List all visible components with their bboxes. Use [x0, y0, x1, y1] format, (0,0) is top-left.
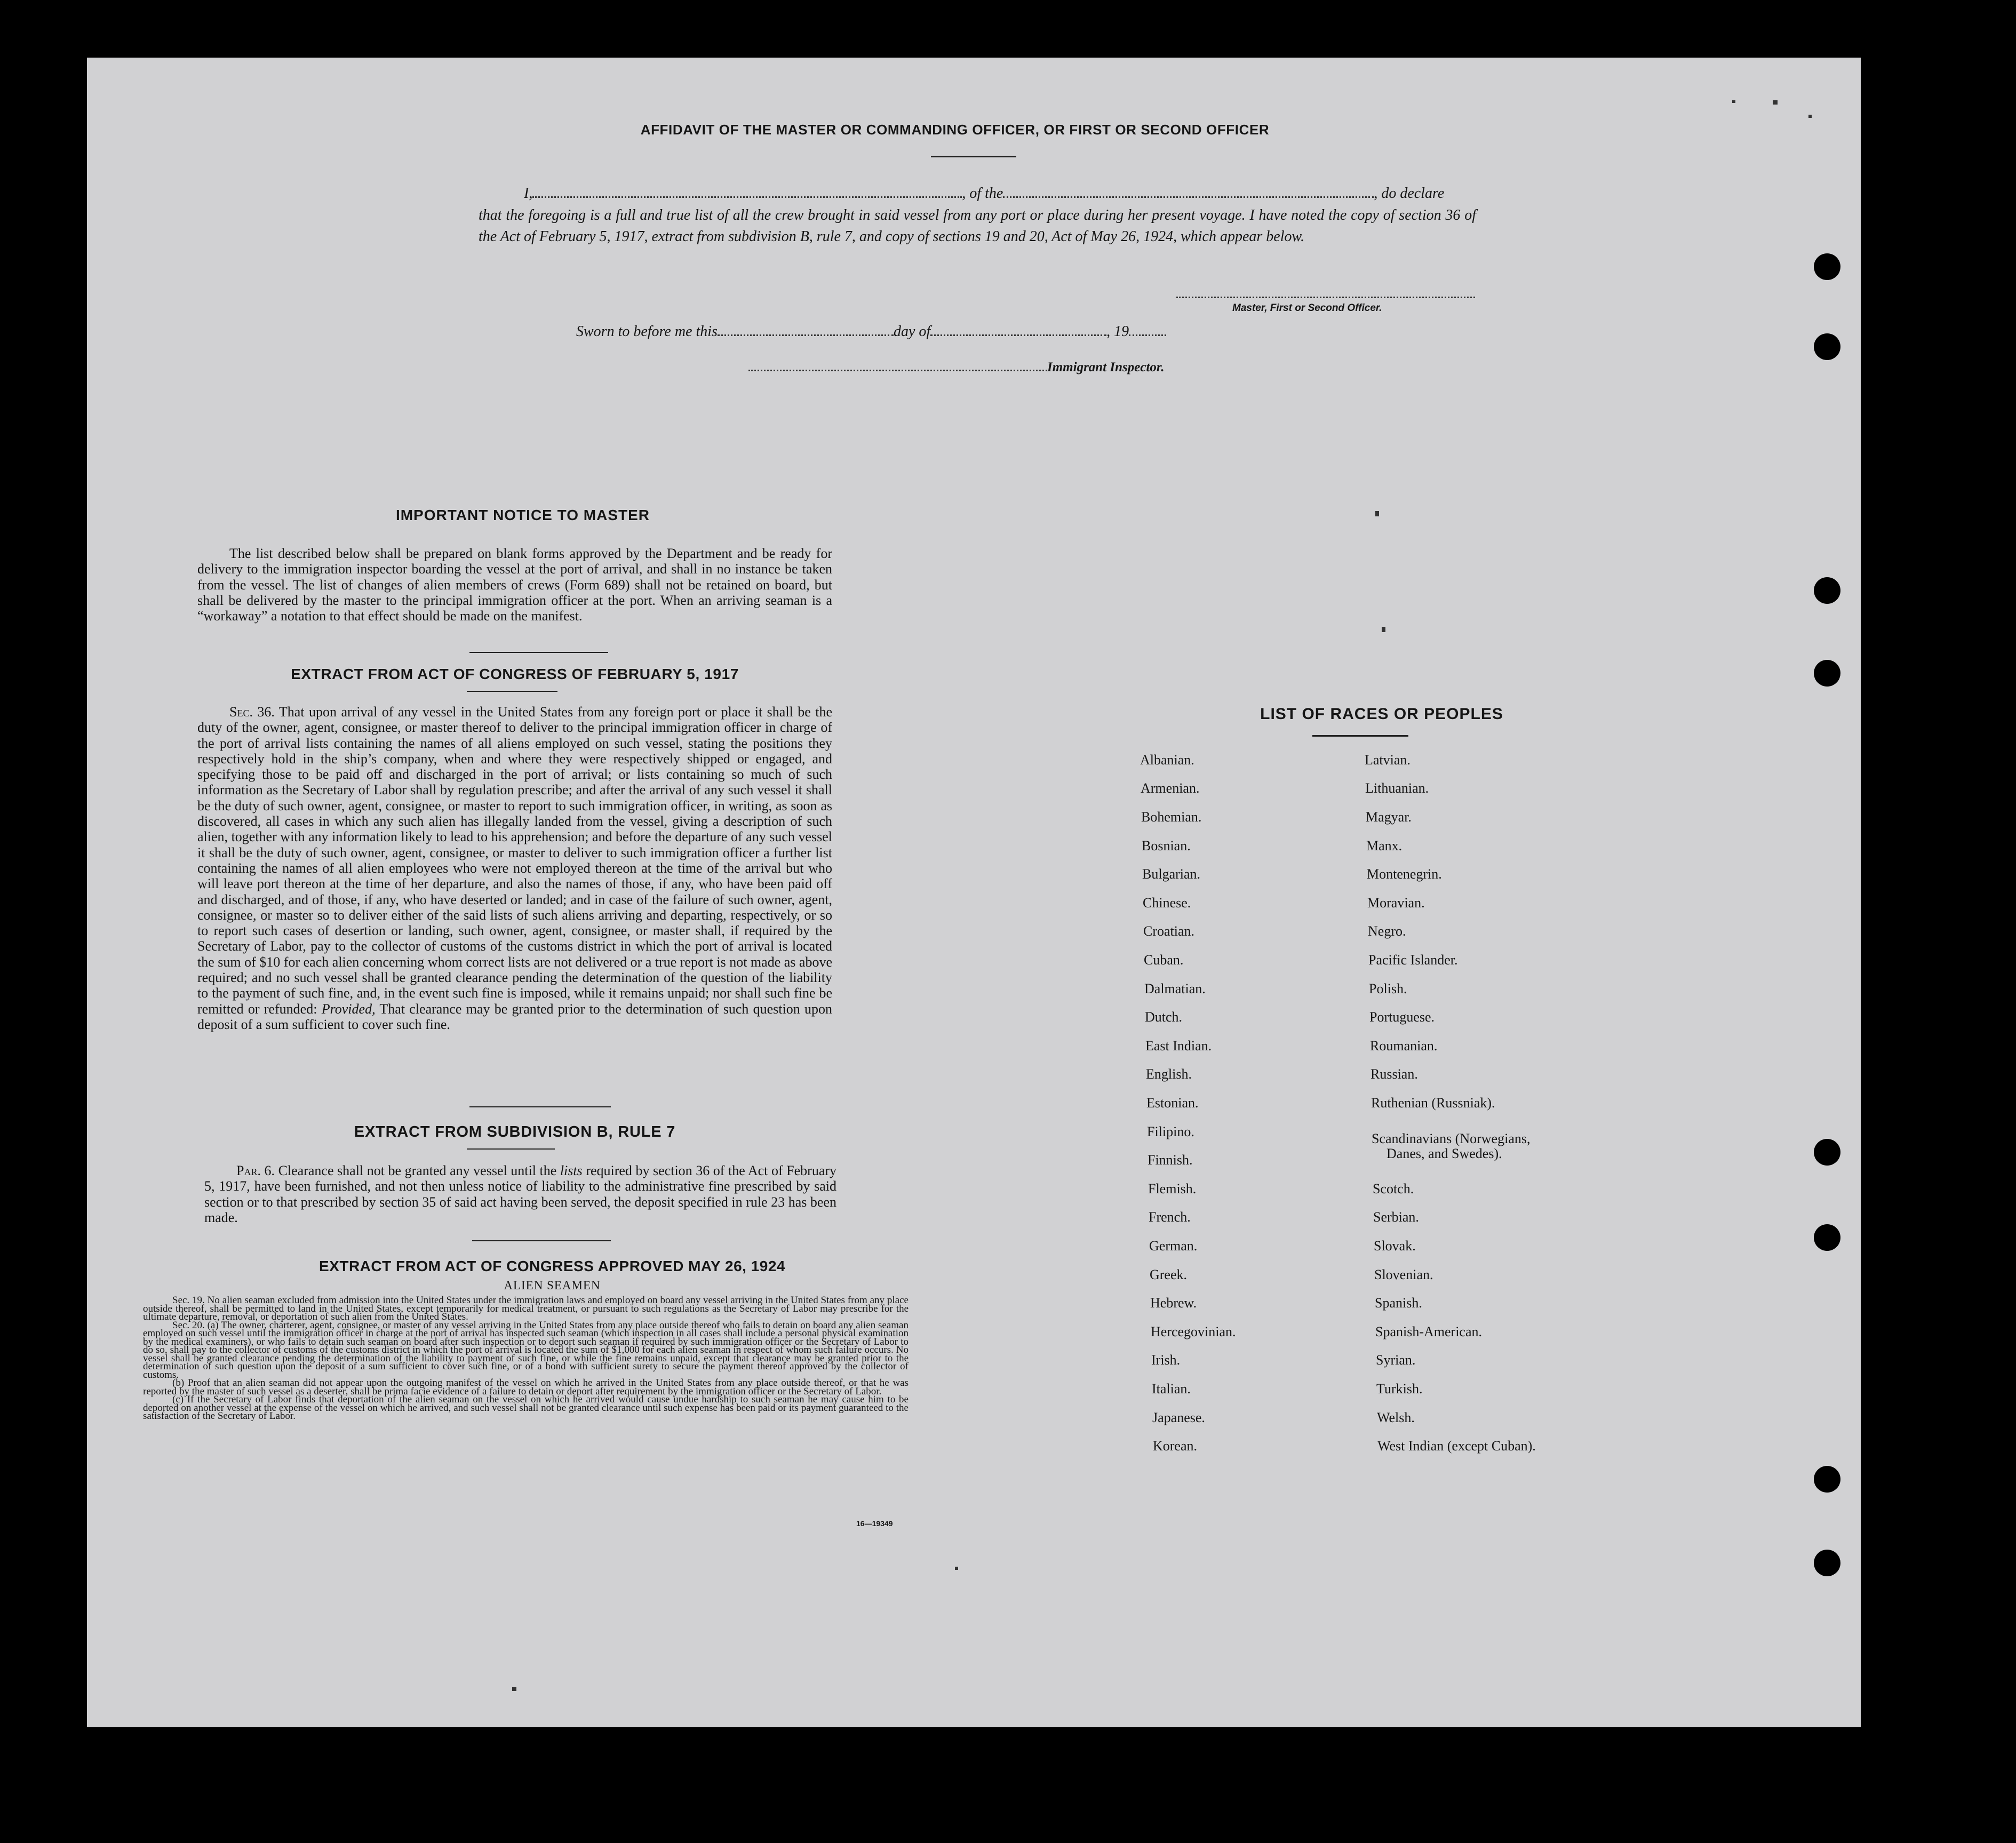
section-36-tail: That clearance may be granted prior to the determination of such question upon deposit of a sum sufficient to cover such fine.: [197, 1001, 833, 1032]
divider: [931, 156, 1016, 157]
punch-hole: [1814, 660, 1840, 687]
section-20c-paragraph: (c) If the Secretary of Labor finds that deportation of the alien seaman on the vessel on which he arrived would cause undue hardship to such seaman he may cause him to be deported on another vessel at the expense of the vessel on which he arrived, and such vessel shall not be granted clearance until such expense has been paid or its payment guaranteed to the satisfaction of the Secretary of Labor.: [143, 1394, 909, 1422]
vessel-blank[interactable]: [1003, 187, 1374, 198]
race-right: Russian.: [1370, 1066, 1418, 1082]
speck: [955, 1567, 958, 1570]
par-6-label: Par. 6.: [236, 1163, 275, 1178]
race-left: Japanese.: [1152, 1410, 1205, 1425]
race-left: French.: [1149, 1209, 1191, 1225]
master-signature-label: Master, First or Second Officer.: [1232, 302, 1382, 314]
race-right: Slovenian.: [1374, 1267, 1433, 1282]
race-left: Cuban.: [1144, 952, 1184, 968]
punch-hole: [1814, 1466, 1840, 1493]
affidavit-text: that the foregoing is a full and true list of all the crew brought in said vessel from any port or place during her present voyage. I have noted the copy of section 36 of the Act of February 5, 1917, extract from subdivision B, rule 7, and copy of sections 19 and 20, Act of May 26, 1924, which appear below.: [479, 207, 1476, 245]
race-left: Albanian.: [1140, 752, 1194, 768]
race-left: Dalmatian.: [1144, 981, 1206, 996]
subdivision-title: EXTRACT FROM SUBDIVISION B, RULE 7: [354, 1123, 676, 1140]
subdivision-text: [204, 1163, 836, 1225]
race-left: Armenian.: [1141, 780, 1200, 796]
extract-1917-text: [197, 704, 832, 1032]
race-left: Korean.: [1153, 1438, 1198, 1454]
race-right: Pacific Islander.: [1368, 952, 1458, 968]
race-right: Lithuanian.: [1365, 780, 1429, 796]
race-right: Roumanian.: [1370, 1038, 1438, 1054]
race-left: Bosnian.: [1142, 838, 1191, 853]
divider: [472, 1240, 611, 1241]
extract-1924-title: EXTRACT FROM ACT OF CONGRESS APPROVED MAY 26, 1924: [319, 1258, 785, 1274]
divider: [1312, 735, 1408, 737]
punch-hole: [1814, 577, 1840, 604]
affidavit-title: AFFIDAVIT OF THE MASTER OR COMMANDING OFFICER, OR FIRST OR SECOND OFFICER: [640, 122, 1270, 138]
divider: [469, 1106, 611, 1107]
affidavit-declaration-line: [479, 183, 1476, 204]
section-36-label: Sec. 36.: [229, 704, 275, 720]
race-right: Syrian.: [1376, 1352, 1416, 1368]
race-right: Moravian.: [1367, 895, 1425, 911]
speck: [1773, 100, 1778, 105]
affidavit-of-the: , of the: [962, 185, 1003, 202]
race-left: English.: [1146, 1066, 1192, 1082]
race-left: East Indian.: [1145, 1038, 1212, 1054]
subdivision-text-b: required by section 36 of the Act of February 5, 1917, have been furnished, and not then unless notice of liability to the administrative fine prescribed by said section or to that prescribed by section 35 of said act having been served, the deposit specified in rule 23 has been made.: [204, 1163, 837, 1225]
race-right: Manx.: [1366, 838, 1403, 853]
notice-text: The list described below shall be prepared on blank forms approved by the Department and be ready for delivery to the immigration inspector boarding the vessel at the port of arrival, and shall in no instance be taken from the vessel. The list of changes of alien members of crews (Form 689) shall not be retained on board, but shall be delivered by the master to the principal immigration officer at the port. When an arriving seaman is a “workaway” a notation to that effect should be made on the manifest.: [197, 546, 832, 624]
speck: [1808, 115, 1812, 118]
race-left: Dutch.: [1145, 1009, 1183, 1025]
race-right: Scotch.: [1373, 1181, 1414, 1196]
extract-1924-subtitle: ALIEN SEAMEN: [504, 1279, 601, 1292]
race-left: German.: [1149, 1238, 1198, 1254]
notice-title: IMPORTANT NOTICE TO MASTER: [395, 507, 650, 523]
extract-1917-title: EXTRACT FROM ACT OF CONGRESS OF FEBRUARY 5, 1917: [291, 666, 739, 682]
divider: [469, 652, 608, 653]
master-signature-blank[interactable]: [1176, 287, 1475, 298]
punch-hole: [1814, 333, 1840, 360]
divider: [467, 691, 557, 692]
divider: [467, 1148, 555, 1150]
race-right: Negro.: [1368, 923, 1406, 939]
race-right: Serbian.: [1373, 1209, 1419, 1225]
race-right: Latvian.: [1365, 752, 1411, 768]
day-of-label: day of: [893, 323, 931, 340]
race-left: Hercegovinian.: [1151, 1324, 1236, 1339]
race-right: Ruthenian (Russniak).: [1371, 1095, 1495, 1111]
race-right: West Indian (except Cuban).: [1377, 1438, 1536, 1454]
affidavit-do-declare: , do declare: [1374, 185, 1445, 202]
subdivision-text-a: Clearance shall not be granted any vessel until the: [278, 1163, 557, 1178]
race-left: Bulgarian.: [1142, 866, 1201, 882]
race-left: Hebrew.: [1150, 1295, 1197, 1311]
sworn-line: [576, 321, 1323, 342]
form-number: 16—19349: [856, 1519, 893, 1528]
section-19-paragraph: Sec. 19. No alien seaman excluded from admission into the United States under the immigration laws and employed on board any vessel arriving in the United States from any place outside thereof, shall be permitted to land in the United States, except temporarily for medical treatment, or pursuant to such regulations as the Secretary of Labor may prescribe for the ultimate departure, removal, or deportation of such alien from the United States.: [143, 1295, 909, 1322]
race-left: Finnish.: [1148, 1152, 1193, 1168]
sworn-label: Sworn to before me this: [576, 323, 718, 340]
race-left: Filipino.: [1147, 1124, 1194, 1139]
race-right: Spanish-American.: [1375, 1324, 1483, 1339]
punch-hole: [1814, 1224, 1840, 1251]
race-left: Estonian.: [1146, 1095, 1199, 1111]
race-right: Polish.: [1369, 981, 1407, 996]
inspector-line: [748, 360, 1229, 375]
day-blank[interactable]: [718, 325, 894, 336]
race-left: Bohemian.: [1141, 809, 1202, 825]
month-blank[interactable]: [930, 325, 1106, 336]
punch-hole: [1814, 1550, 1840, 1576]
name-blank[interactable]: [532, 187, 962, 198]
inspector-signature-blank[interactable]: [748, 360, 1047, 371]
punch-hole: [1814, 253, 1840, 280]
race-left: Irish.: [1151, 1352, 1181, 1368]
section-36-text: That upon arrival of any vessel in the United States from any foreign port or place it shall be the duty of the owner, agent, consignee, or master thereof to deliver to the principal immigration officer in charge of the port of arrival lists containing the names of all aliens employed on such vessel, stating the positions they respectively hold in the ship’s company, when and where they were respectively shipped or engaged, and specifying those to be paid off and discharged in the port of arrival; or lists containing so much of such information as the Secretary of Labor shall by regulation prescribe; and after the arrival of any such vessel it shall be the duty of such owner, agent, consignee, or master to report to such immigration officer, in writing, as soon as discovered, all cases in which any such alien has illegally landed from the vessel, giving a description of such alien, together with any information likely to lead to his apprehension; and before the departure of any such vessel it shall be the duty of such owner, agent, consignee, or master to deliver to such immigration officer a further list containing the names of all alien employees who were not employed thereon at the time of the arrival but who will leave port thereon at the time of her departure, and also the names of those, if any, who have been paid off and discharged, and of those, if any, who have deserted or landed; and in case of the failure of such owner, agent, consignee, or master so to deliver either of the said lists of such aliens arriving and departing, respectively, or so to report such cases of desertion or landing, such owner, agent, consignee, or master shall, if required by the Secretary of Labor, pay to the collector of customs of the customs district in which the port of arrival is located the sum of $10 for each alien concerning whom correct lists are not delivered or a true report is not made as above required; and no such vessel shall be granted clearance pending the determination of the question of the liability to the payment of such fine, and, in the event such fine is imposed, while it remains unpaid; nor shall such fine be remitted or refunded:: [197, 704, 832, 1017]
lists-word: lists: [560, 1163, 583, 1178]
race-right: Spanish.: [1375, 1295, 1422, 1311]
race-right: Turkish.: [1376, 1381, 1423, 1397]
race-right: Magyar.: [1366, 809, 1412, 825]
section-20a-paragraph: Sec. 20. (a) The owner, charterer, agent, consignee, or master of any vessel arriving in the United States from any place outside thereof who fails to detain on board any alien seaman employed on such vessel until the immigration officer in charge at the port of arrival has inspected such seaman (which inspection in all cases shall include a personal physical examination by the medical examiners), or who fails to detain such seaman on board after such inspection or to deport such seaman if required by such immigration officer or the Secretary of Labor to do so, shall pay to the collector of customs of the customs district in which the port of arrival is located the sum of $1,000 for each alien seaman in respect of whom such failure occurs. No vessel shall be granted clearance pending the determination of the liability to payment of such fine, or while the fine remains unpaid, except that clearance may be granted prior to the determination of such question upon the deposit of a sum sufficient to cover such fine, or of a bond with sufficient surety to secure the payment thereof approved by the collector of customs.: [143, 1319, 909, 1381]
provided-label: Provided,: [321, 1001, 376, 1017]
race-left: Greek.: [1150, 1267, 1188, 1282]
races-title: LIST OF RACES OR PEOPLES: [1260, 705, 1503, 723]
year-label: , 19: [1106, 323, 1129, 340]
race-right: Danes, and Swedes).: [1387, 1146, 1502, 1161]
race-right: Montenegrin.: [1367, 866, 1442, 882]
race-right: Portuguese.: [1369, 1009, 1435, 1025]
inspector-label: Immigrant Inspector.: [1047, 360, 1165, 374]
race-right: Slovak.: [1374, 1238, 1416, 1254]
race-right: Welsh.: [1377, 1410, 1415, 1425]
race-left: Italian.: [1152, 1381, 1191, 1397]
speck: [1382, 627, 1385, 632]
punch-hole: [1814, 1139, 1840, 1166]
year-blank[interactable]: [1129, 325, 1166, 336]
speck: [1375, 511, 1379, 516]
race-right: Scandinavians (Norwegians,: [1372, 1131, 1531, 1146]
race-left: Croatian.: [1143, 923, 1195, 939]
race-left: Chinese.: [1143, 895, 1191, 911]
race-left: Flemish.: [1148, 1181, 1197, 1196]
speck: [512, 1687, 516, 1691]
speck: [1732, 100, 1735, 103]
extract-1924-text: [143, 1296, 909, 1421]
section-20b-paragraph: (b) Proof that an alien seaman did not appear upon the outgoing manifest of the vessel on which he arrived in the United States from any place outside thereof, or that he was reported by the master of such vessel as a deserter, shall be prima facie evidence of a failure to detain or deport after requirement by the immigration officer or the Secretary of Labor.: [143, 1377, 909, 1397]
affidavit-i-label: I,: [524, 185, 533, 202]
